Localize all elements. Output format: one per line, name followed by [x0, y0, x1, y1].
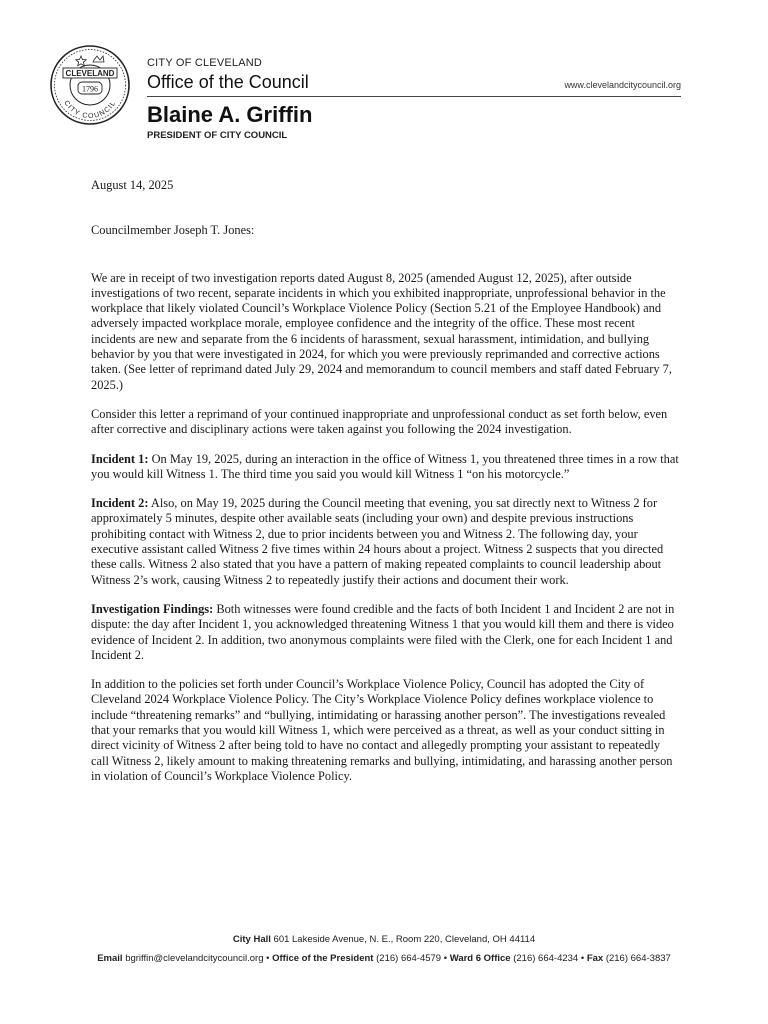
salutation: Councilmember Joseph T. Jones:	[91, 223, 255, 238]
paragraph-reprimand: Consider this letter a reprimand of your continued inappropriate and unprofessional conduct as set forth below, even after corrective and disciplinary actions were taken against you following the 2024 investigation.	[91, 406, 668, 437]
paragraph-incident-2	[91, 496, 679, 588]
paragraph-incident-1	[91, 452, 679, 483]
city-hall-address: 601 Lakeside Avenue, N. E., Room 220, Cleveland, OH 44114	[273, 934, 536, 945]
findings-text: Both witnesses were found credible and the facts of both Incident 1 and Incident 2 are not in dispute: the day after Incident 1, you acknowledged threatening Witness 1 that you would kill them and there is video evidence of Incident 2. In addition, two anonymous complaints were filed with the Clerk, one for each Incident 1 and Incident 2.	[91, 601, 675, 662]
seal-bottom-text: CITY COUNCIL	[62, 99, 118, 121]
ward-office-label: Ward 6 Office	[449, 953, 511, 964]
president-office-phone: (216) 664-4579	[376, 953, 442, 964]
paragraph-investigation-reports: We are in receipt of two investigation reports dated August 8, 2025 (amended August 12, 2025), after outside investigations of two recent, separate incidents in which you exhibited inappropriate, unprofessional behavior in the workplace that likely violated Council’s Workplace Violence Policy (Section 5.21 of the Employee Handbook) and adversely impacted workplace morale, employee confidence and the integrity of the office. These most recent incidents are new and separate from the 6 incidents of harassment, sexual harassment, intimidation, and bullying behavior by you that were investigated in 2024, for which you were previously reprimanded and corrective actions taken. (See letter of reprimand dated July 29, 2024 and memorandum to council members and staff dated February 7, 2025.)	[91, 270, 672, 392]
letter-footer	[0, 934, 768, 972]
president-office-label: Office of the President	[272, 953, 374, 964]
letter-date: August 14, 2025	[91, 178, 174, 192]
incident-1-label: Incident 1:	[91, 451, 149, 466]
city-name: CITY OF CLEVELAND	[147, 57, 263, 69]
footer-contact-line	[0, 953, 768, 964]
ward-office-phone: (216) 664-4234	[513, 953, 579, 964]
separator: •	[580, 953, 585, 964]
fax-label: Fax	[586, 953, 604, 964]
paragraph-policy: In addition to the policies set forth under Council’s Workplace Violence Policy, Council has adopted the City of Cleveland 2024 Workplace Violence Policy. The City’s Workplace Violence Policy defines workplace violence to include “threatening remarks” and “bullying, intimidating or harassing another person”. The investigations revealed that your remarks that you would kill Witness 1, which were perceived as a threat, as well as your conduct sitting in direct vicinity of Witness 2 after being told to have no contact and allegedly prompting your assistant to repeatedly call Witness 2, likely amount to making threatening remarks and bullying, intimidating, and harassing another person in violation of Council’s Workplace Violence Policy.	[91, 677, 673, 783]
seal-top-text: CLEVELAND	[65, 69, 115, 78]
email-label: Email	[97, 953, 123, 964]
letter-body	[91, 178, 679, 798]
findings-label: Investigation Findings:	[91, 601, 214, 616]
seal-graphic	[49, 44, 131, 126]
president-title: PRESIDENT OF CITY COUNCIL	[147, 130, 288, 141]
letterhead	[147, 56, 681, 141]
president-name: Blaine A. Griffin	[147, 102, 313, 127]
office-name: Office of the Council	[147, 72, 309, 92]
separator: •	[266, 953, 270, 964]
incident-2-label: Incident 2:	[91, 496, 149, 511]
seal-year: 1796	[82, 84, 98, 94]
fax-number: (216) 664-3837	[605, 953, 671, 964]
website-link[interactable]: www.clevelandcitycouncil.org	[564, 80, 681, 90]
office-row	[147, 72, 681, 97]
email-address[interactable]: bgriffin@clevelandcitycouncil.org	[125, 953, 264, 964]
paragraph-findings	[91, 602, 679, 663]
city-council-seal	[49, 44, 131, 126]
city-hall-label: City Hall	[232, 934, 271, 945]
incident-2-text: Also, on May 19, 2025 during the Council meeting that evening, you sat directly next to Witness 2 for approximately 5 minutes, despite other available seats (including your own) and despite previous instructions prohibiting contact with Witness 2, due to prior incidents between you and Witness 2. The following day, your executive assistant called Witness 2 five times within 24 hours about a project. Witness 2 suspects that you directed these calls. Witness 2 also stated that you have a pattern of making repeated complaints to council leadership about Witness 2’s work, causing Witness 2 to repeatedly justify their actions and document their work.	[91, 496, 664, 587]
incident-1-text: On May 19, 2025, during an interaction in the office of Witness 1, you threatened three times in a row that you would kill Witness 1. The third time you said you would kill Witness 1 “on his motorcycle.”	[91, 451, 679, 481]
footer-address-line	[0, 934, 768, 945]
separator: •	[443, 953, 448, 964]
svg-text:CITY COUNCIL	[62, 99, 117, 120]
